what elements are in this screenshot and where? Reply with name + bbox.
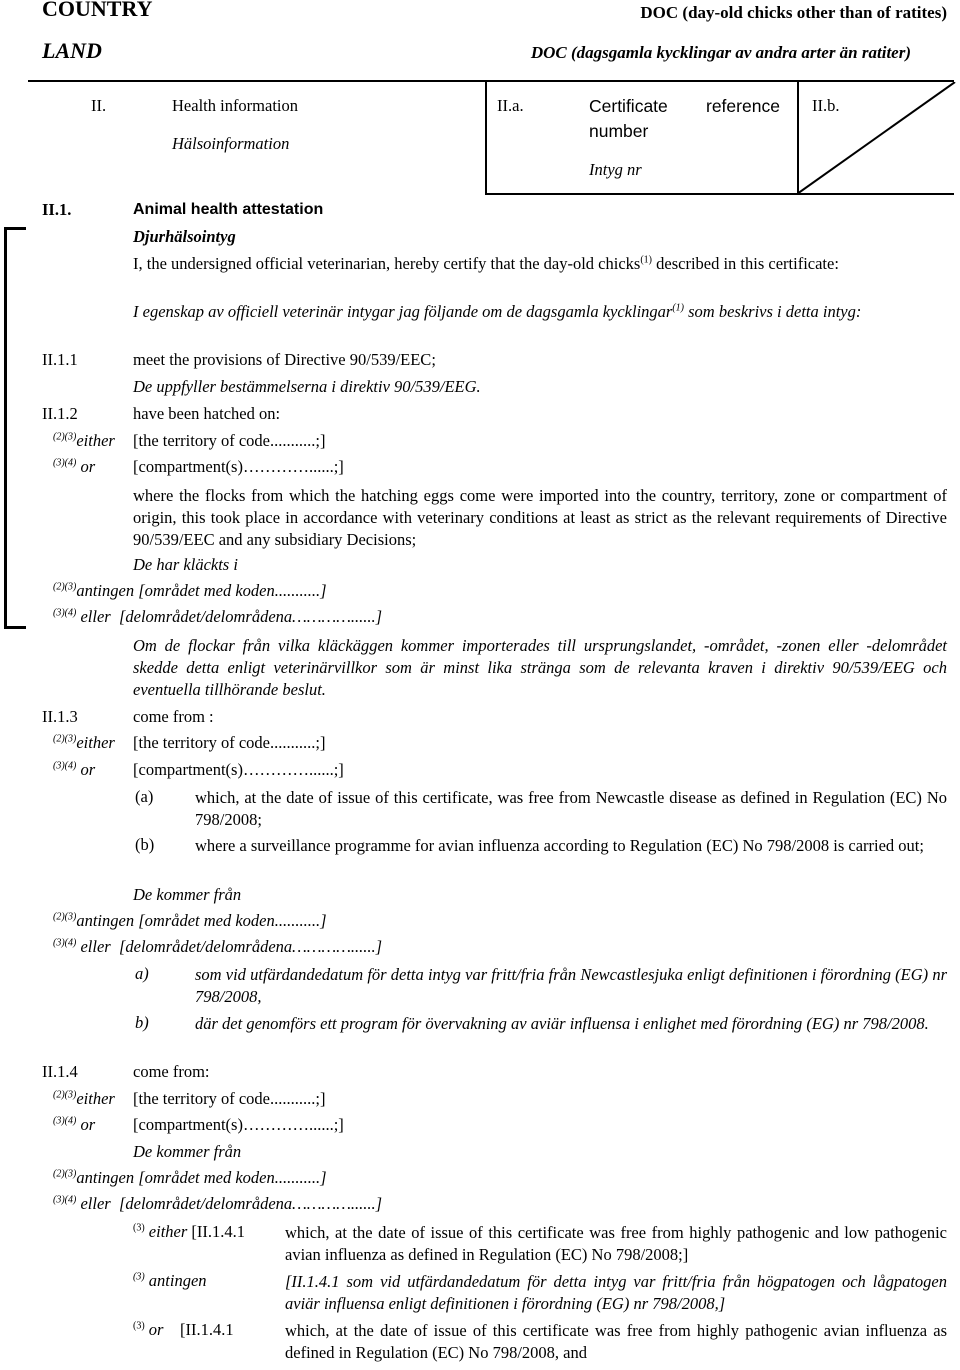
s113-b-en: where a surveillance programme for avian influenza according to Regulation (EC) No 798/2008 is carried out; <box>195 836 924 855</box>
s111-number: II.1.1 <box>42 350 78 369</box>
s113-number: II.1.3 <box>42 707 78 726</box>
s114-en: come from: <box>133 1062 210 1081</box>
s112-where-en: where the flocks from which the hatching eggs come were imported into the country, territory, zone or compartment of origin, this took place in accordance with veterinary conditions at least as strict as the relevant requirements of Directive 90/539/EEC and any subsidiary Decisions; <box>133 486 947 549</box>
s111-sv: De uppfyller bestämmelserna i direktiv 90/539/EEG. <box>133 377 481 396</box>
header-divider-1 <box>485 82 487 194</box>
s1141-or: $^{(3)}$ or [II.1.4.1 <box>133 1320 234 1339</box>
bracket-top <box>4 227 26 230</box>
s1141-either-text: which, at the date of issue of this certificate was free from highly pathogenic and low pathogenic avian influenza as defined in Regulation (EC) No 798/2008;] <box>285 1223 947 1264</box>
s113-antingen: $^{(2)(3)}$antingen [området med koden...........] <box>53 911 327 930</box>
s113-a-en: which, at the date of issue of this certificate, was free from Newcastle disease as defined in Regulation (EC) No 798/2008; <box>195 788 947 829</box>
s112-antingen: $^{(2)(3)}$antingen [området med koden...........] <box>53 581 327 600</box>
section-number: II. <box>91 96 107 115</box>
health-info-sv: Hälsoinformation <box>172 134 290 153</box>
doc-title-en: DOC (day-old chicks other than of ratites) <box>640 3 947 22</box>
iib-label: II.b. <box>812 96 840 115</box>
s112-or-label: $^{(3)(4)}$ or <box>53 457 96 476</box>
s113-b-sv-label: b) <box>135 1013 149 1032</box>
bracket-side <box>4 227 7 629</box>
s113-b-label: (b) <box>135 835 155 854</box>
s113-a-sv-label: a) <box>135 964 149 983</box>
cert-ref-word2: reference <box>706 96 780 116</box>
s1141-antingen-text: [II.1.4.1 som vid utfärdandedatum för detta intyg var fritt/fria från högpatogen och lågpatogen aviär influensa enligt definitionen i förordning (EG) nr 798/2008,] <box>285 1272 947 1313</box>
s114-compartment: [compartment(s)…………......;] <box>133 1115 344 1134</box>
s114-or-label: $^{(3)(4)}$ or <box>53 1115 96 1134</box>
s11-number: II.1. <box>42 200 72 219</box>
s113-b-sv: där det genomförs ett program för övervakning av aviär influensa i enlighet med förordning (EG) nr 798/2008. <box>195 1014 929 1033</box>
s114-number: II.1.4 <box>42 1062 78 1081</box>
s112-number: II.1.2 <box>42 404 78 423</box>
s1141-antingen-label: $^{(3)}$ antingen <box>133 1271 207 1290</box>
cert-ref-word1: Certificate <box>589 96 668 116</box>
s112-eller: $^{(3)(4)}$ eller [delområdet/delområdena…………......] <box>53 607 383 626</box>
s113-or-label: $^{(3)(4)}$ or <box>53 760 96 779</box>
s113-territory: [the territory of code...........;] <box>133 733 326 752</box>
s114-territory: [the territory of code...........;] <box>133 1089 326 1108</box>
health-info-en: Health information <box>172 96 299 115</box>
bracket-bottom <box>4 626 26 629</box>
s113-eller: $^{(3)(4)}$ eller [delområdet/delområdena…………......] <box>53 937 383 956</box>
s112-either-label: $^{(2)(3)}$either <box>53 431 115 450</box>
s113-en: come from : <box>133 707 214 726</box>
s113-a-sv: som vid utfärdandedatum för detta intyg var fritt/fria från Newcastlesjuka enligt definitionen i förordning (EG) nr 798/2008, <box>195 965 947 1006</box>
s114-either-label: $^{(2)(3)}$either <box>53 1089 115 1108</box>
s113-compartment: [compartment(s)…………......;] <box>133 760 344 779</box>
s114-sv-head: De kommer från <box>133 1142 242 1161</box>
s112-en: have been hatched on: <box>133 404 281 423</box>
s112-sv-head: De har kläckts i <box>133 555 238 574</box>
s11-title-sv: Djurhälsointyg <box>133 227 236 246</box>
s112-territory: [the territory of code...........;] <box>133 431 326 450</box>
s1141-or-text: which, at the date of issue of this certificate was free from highly pathogenic avian influenza as defined in Regulation (EC) No 798/2008, and <box>285 1321 947 1362</box>
s112-compartment: [compartment(s)…………......;] <box>133 457 344 476</box>
s11-title-en: Animal health attestation <box>133 201 324 218</box>
doc-title-sv: DOC (dagsgamla kycklingar av andra arter än ratiter) <box>530 43 911 62</box>
cert-ref-number: II.a. <box>497 96 524 115</box>
land-label: LAND <box>42 38 102 63</box>
s1141-either: $^{(3)}$ either [II.1.4.1 <box>133 1222 246 1241</box>
certify-en: I, the undersigned official veterinarian, hereby certify that the day-old chicks$^{(1)}$ described in this certificate: <box>133 254 839 273</box>
cert-ref-word3: number <box>589 121 649 141</box>
cert-ref-sv: Intyg nr <box>589 160 642 179</box>
s113-either-label: $^{(2)(3)}$either <box>53 733 115 752</box>
s114-antingen: $^{(2)(3)}$antingen [området med koden...........] <box>53 1168 327 1187</box>
s113-sv-head: De kommer från <box>133 885 242 904</box>
s113-a-label: (a) <box>135 787 154 806</box>
s111-en: meet the provisions of Directive 90/539/EEC; <box>133 350 436 369</box>
s112-where-sv: Om de flockar från vilka kläckäggen kommer importerades till ursprungslandet, -området, -zonen eller -delområdet skedde detta enligt veterinärvillkor som är minst lika stränga som de relevanta kraven i direktiv 90/539/EEG och eventuella tillhörande beslut. <box>133 636 947 699</box>
certify-sv: I egenskap av officiell veterinär intygar jag följande om de dagsgamla kycklingar$^{(1)}$ som beskrivs i detta intyg: <box>133 302 862 321</box>
country-label: COUNTRY <box>42 0 153 21</box>
s114-eller: $^{(3)(4)}$ eller [delområdet/delområdena…………......] <box>53 1194 383 1213</box>
